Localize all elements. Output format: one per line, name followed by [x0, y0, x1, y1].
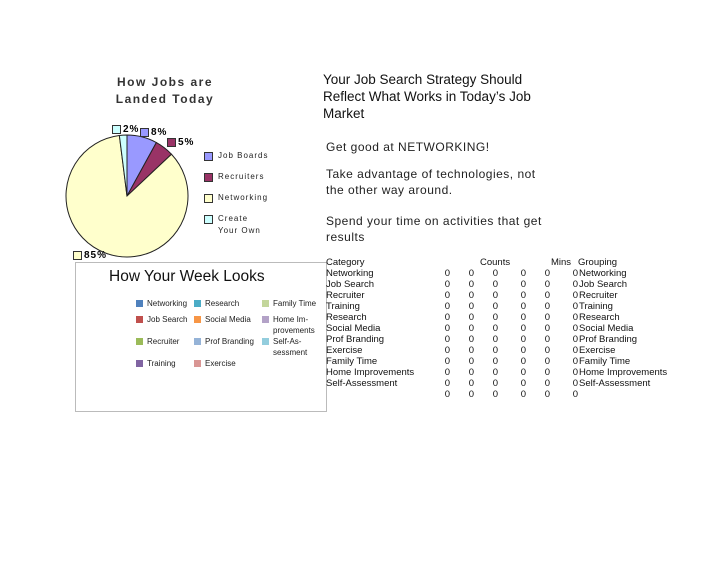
- cell-value: 0: [520, 279, 526, 290]
- cell-value: 0: [468, 356, 474, 367]
- cell-value: 0: [468, 334, 474, 345]
- pie-legend: [204, 150, 270, 246]
- cell-value: 0: [520, 389, 526, 400]
- cell-value: 0: [572, 279, 578, 290]
- cell-value: 0: [444, 290, 450, 301]
- cell-grouping: Research: [579, 312, 620, 323]
- cell-value: 0: [444, 279, 450, 290]
- header-grouping: Grouping: [578, 257, 618, 268]
- cell-value: 0: [520, 290, 526, 301]
- cell-value: 0: [544, 345, 550, 356]
- cell-value: 0: [572, 334, 578, 345]
- cell-value: 0: [544, 367, 550, 378]
- cell-value: 0: [492, 356, 498, 367]
- cell-category: Family Time: [326, 356, 378, 367]
- swatch: [262, 300, 269, 307]
- cell-value: 0: [444, 323, 450, 334]
- cell-value: 0: [444, 268, 450, 279]
- swatch: [73, 251, 82, 260]
- week-legend-label: Training: [147, 359, 176, 368]
- cell-value: 0: [468, 312, 474, 323]
- cell-grouping: Recruiter: [579, 290, 618, 301]
- cell-value: 0: [520, 345, 526, 356]
- cell-category: Social Media: [326, 323, 381, 334]
- cell-value: 0: [544, 268, 550, 279]
- cell-category: Exercise: [326, 345, 363, 356]
- week-legend-label: Family Time: [273, 299, 317, 308]
- cell-category: Prof Branding: [326, 334, 385, 345]
- cell-grouping: Exercise: [579, 345, 616, 356]
- tip-technologies: Take advantage of technologies, not the other way around.: [326, 167, 536, 197]
- header-mins: Mins: [551, 257, 572, 268]
- cell-value: 0: [520, 334, 526, 345]
- swatch: [194, 316, 201, 323]
- legend-item-recruiters: [204, 171, 270, 183]
- pie-label-networking: 85%: [73, 250, 107, 261]
- week-legend-item: [194, 314, 254, 325]
- cell-value: 0: [468, 389, 474, 400]
- cell-value: 0: [492, 312, 498, 323]
- week-legend-label: Recruiter: [147, 337, 180, 346]
- cell-value: 0: [468, 268, 474, 279]
- cell-value: 0: [444, 378, 450, 389]
- cell-value: 0: [572, 378, 578, 389]
- cell-value: 0: [544, 290, 550, 301]
- pie-label-create-your-own: 2%: [112, 124, 139, 135]
- cell-value: 0: [544, 334, 550, 345]
- cell-value: 0: [468, 290, 474, 301]
- cell-value: 0: [444, 301, 450, 312]
- cell-grouping: Family Time: [579, 356, 631, 367]
- cell-value: 0: [544, 301, 550, 312]
- week-legend-label: Home Im-provements: [273, 315, 315, 335]
- cell-value: 0: [520, 312, 526, 323]
- week-legend-label: Exercise: [205, 359, 236, 368]
- cell-value: 0: [544, 389, 550, 400]
- cell-value: 0: [520, 268, 526, 279]
- cell-value: 0: [444, 356, 450, 367]
- cell-value: 0: [520, 367, 526, 378]
- cell-value: 0: [444, 312, 450, 323]
- cell-value: 0: [492, 378, 498, 389]
- legend-label: Job Boards: [218, 151, 269, 160]
- week-legend-item: [194, 298, 254, 309]
- week-legend-label: Job Search: [147, 315, 188, 324]
- header-category: Category: [326, 257, 365, 268]
- tip-networking: Get good at NETWORKING!: [326, 140, 490, 154]
- legend-label: Networking: [218, 193, 269, 202]
- cell-grouping: Home Improvements: [579, 367, 668, 378]
- swatch: [112, 125, 121, 134]
- swatch: [262, 316, 269, 323]
- swatch: [262, 338, 269, 345]
- cell-category: Self-Assessment: [326, 378, 398, 389]
- week-legend-label: Research: [205, 299, 240, 308]
- cell-category: Research: [326, 312, 367, 323]
- cell-value: 0: [520, 323, 526, 334]
- cell-value: 0: [492, 323, 498, 334]
- week-legend-label: Networking: [147, 299, 188, 308]
- cell-value: 0: [468, 323, 474, 334]
- cell-value: 0: [572, 268, 578, 279]
- swatch: [194, 360, 201, 367]
- cell-grouping: Social Media: [579, 323, 634, 334]
- swatch: [204, 194, 213, 203]
- cell-category: Recruiter: [326, 290, 365, 301]
- cell-value: 0: [444, 345, 450, 356]
- cell-value: 0: [572, 301, 578, 312]
- cell-grouping: Prof Branding: [579, 334, 638, 345]
- swatch: [136, 360, 143, 367]
- cell-category: Job Search: [326, 279, 375, 290]
- week-legend-label: Social Media: [205, 315, 251, 324]
- legend-item-create-your-own: [204, 213, 270, 237]
- pie-label-recruiters: 5%: [167, 137, 194, 148]
- week-legend-item: [194, 336, 254, 347]
- legend-item-job-boards: [204, 150, 270, 162]
- cell-value: 0: [492, 268, 498, 279]
- cell-value: 0: [492, 334, 498, 345]
- swatch: [167, 138, 176, 147]
- swatch: [136, 338, 143, 345]
- cell-category: Training: [326, 301, 360, 312]
- cell-value: 0: [468, 301, 474, 312]
- pie-label-job-boards: 8%: [140, 127, 167, 138]
- cell-value: 0: [492, 301, 498, 312]
- cell-value: 0: [444, 367, 450, 378]
- cell-value: 0: [444, 389, 450, 400]
- cell-category: Networking: [326, 268, 374, 279]
- cell-value: 0: [572, 356, 578, 367]
- week-legend-item: [194, 358, 254, 369]
- header-counts: Counts: [480, 257, 511, 268]
- cell-value: 0: [468, 367, 474, 378]
- swatch: [204, 152, 213, 161]
- legend-item-networking: [204, 192, 270, 204]
- cell-grouping: Self-Assessment: [579, 378, 651, 389]
- cell-value: 0: [572, 345, 578, 356]
- week-legend-item: [136, 314, 196, 325]
- tip-activities: Spend your time on activities that get results: [326, 214, 542, 244]
- cell-value: 0: [572, 389, 578, 400]
- swatch: [204, 215, 213, 224]
- cell-value: 0: [572, 290, 578, 301]
- cell-value: 0: [492, 367, 498, 378]
- cell-value: 0: [572, 312, 578, 323]
- cell-value: 0: [544, 312, 550, 323]
- swatch: [204, 173, 213, 182]
- cell-value: 0: [544, 279, 550, 290]
- cell-value: 0: [520, 356, 526, 367]
- cell-value: 0: [468, 378, 474, 389]
- swatch: [136, 316, 143, 323]
- cell-value: 0: [572, 323, 578, 334]
- week-legend-label: Prof Branding: [205, 337, 254, 346]
- swatch: [194, 300, 201, 307]
- cell-grouping: Job Search: [579, 279, 628, 290]
- cell-value: 0: [444, 334, 450, 345]
- cell-value: 0: [544, 378, 550, 389]
- week-legend-item: [262, 298, 324, 309]
- week-legend-item: [136, 336, 196, 347]
- pie-slices: [66, 135, 188, 257]
- week-legend-label: Self-As-sessment: [273, 337, 308, 357]
- swatch: [194, 338, 201, 345]
- cell-value: 0: [492, 345, 498, 356]
- swatch: [140, 128, 149, 137]
- swatch: [136, 300, 143, 307]
- week-legend-item: [136, 298, 196, 309]
- cell-value: 0: [520, 301, 526, 312]
- cell-value: 0: [544, 323, 550, 334]
- cell-value: 0: [544, 356, 550, 367]
- cell-value: 0: [492, 389, 498, 400]
- week-legend-item: [262, 314, 324, 336]
- cell-value: 0: [572, 367, 578, 378]
- cell-value: 0: [492, 290, 498, 301]
- week-legend-item: [136, 358, 196, 369]
- strategy-heading: Your Job Search Strategy Should Reflect What Works in Today’s Job Market: [323, 72, 531, 121]
- pie-chart-title: How Jobs are Landed Today: [115, 75, 215, 106]
- cell-grouping: Networking: [579, 268, 627, 279]
- cell-value: 0: [468, 345, 474, 356]
- cell-category: Home Improvements: [326, 367, 415, 378]
- week-chart-title: How Your Week Looks: [109, 268, 265, 285]
- cell-value: 0: [492, 279, 498, 290]
- week-legend-item: [262, 336, 324, 358]
- cell-value: 0: [520, 378, 526, 389]
- cell-grouping: Training: [579, 301, 613, 312]
- legend-label: Recruiters: [218, 172, 265, 181]
- cell-value: 0: [468, 279, 474, 290]
- legend-label: Create Your Own: [218, 214, 261, 235]
